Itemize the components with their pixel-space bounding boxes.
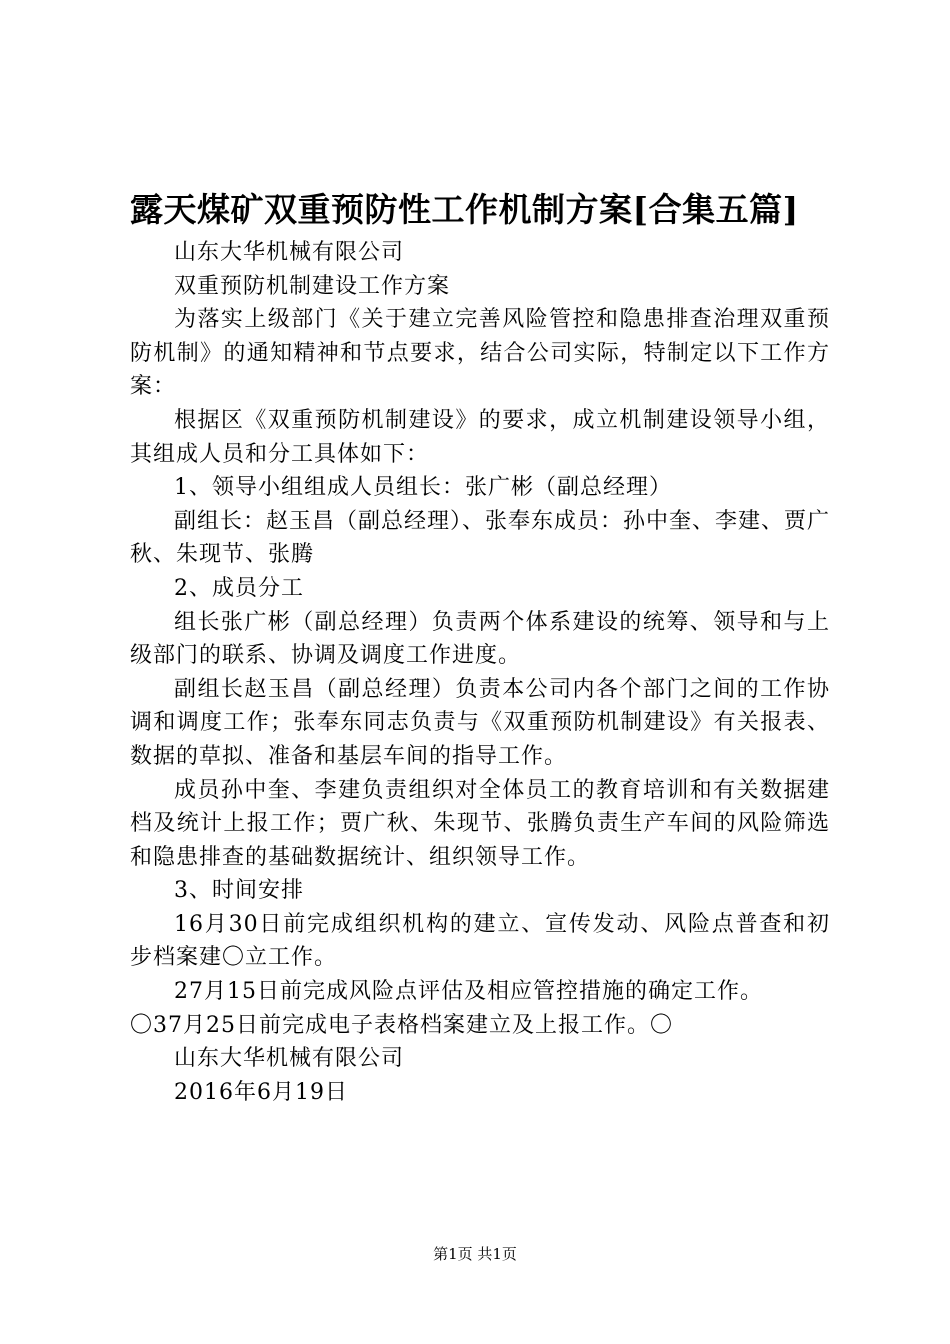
duty-paragraph-members: 成员孙中奎、李建负责组织对全体员工的教育培训和有关数据建档及统计上报工作；贾广秋、朱现节、张腾负责生产车间的风险筛选和隐患排查的基础数据统计、组织领导工作。 bbox=[130, 777, 830, 870]
duty-paragraph-leader: 组长张广彬（副总经理）负责两个体系建设的统筹、领导和与上级部门的联系、协调及调度工作进度。 bbox=[130, 609, 830, 669]
section-heading-schedule: 3、时间安排 bbox=[174, 878, 304, 904]
document-body bbox=[130, 236, 830, 1109]
document-title: 露天煤矿双重预防性工作机制方案[合集五篇] bbox=[130, 190, 799, 229]
duty-paragraph-deputy: 副组长赵玉昌（副总经理）负责本公司内各个部门之间的工作协调和调度工作；张奉东同志负责与《双重预防机制建设》有关报表、数据的草拟、准备和基层车间的指导工作。 bbox=[130, 676, 830, 769]
signature-company: 山东大华机械有限公司 bbox=[174, 1046, 405, 1072]
plan-name: 双重预防机制建设工作方案 bbox=[174, 273, 451, 299]
schedule-item-1: 16月30日前完成组织机构的建立、宣传发动、风险点普查和初步档案建〇立工作。 bbox=[130, 911, 830, 971]
leader-paragraph: 1、领导小组组成人员组长：张广彬（副总经理） bbox=[174, 475, 672, 501]
group-paragraph: 根据区《双重预防机制建设》的要求，成立机制建设领导小组，其组成人员和分工具体如下： bbox=[130, 407, 830, 467]
schedule-item-2: 27月15日前完成风险点评估及相应管控措施的确定工作。 bbox=[174, 979, 763, 1005]
signature-date: 2016年6月19日 bbox=[174, 1079, 348, 1105]
deputy-paragraph: 副组长：赵玉昌（副总经理）、张奉东成员：孙中奎、李建、贾广秋、朱现节、张腾 bbox=[130, 508, 831, 568]
schedule-item-3: 〇37月25日前完成电子表格档案建立及上报工作。〇 bbox=[130, 1012, 673, 1038]
page-footer: 第1页 共1页 bbox=[433, 1245, 517, 1263]
company-name: 山东大华机械有限公司 bbox=[174, 240, 405, 265]
intro-paragraph: 为落实上级部门《关于建立完善风险管控和隐患排查治理双重预防机制》的通知精神和节点要求，结合公司实际，特制定以下工作方案： bbox=[130, 307, 830, 400]
section-heading-duties: 2、成员分工 bbox=[174, 575, 304, 601]
